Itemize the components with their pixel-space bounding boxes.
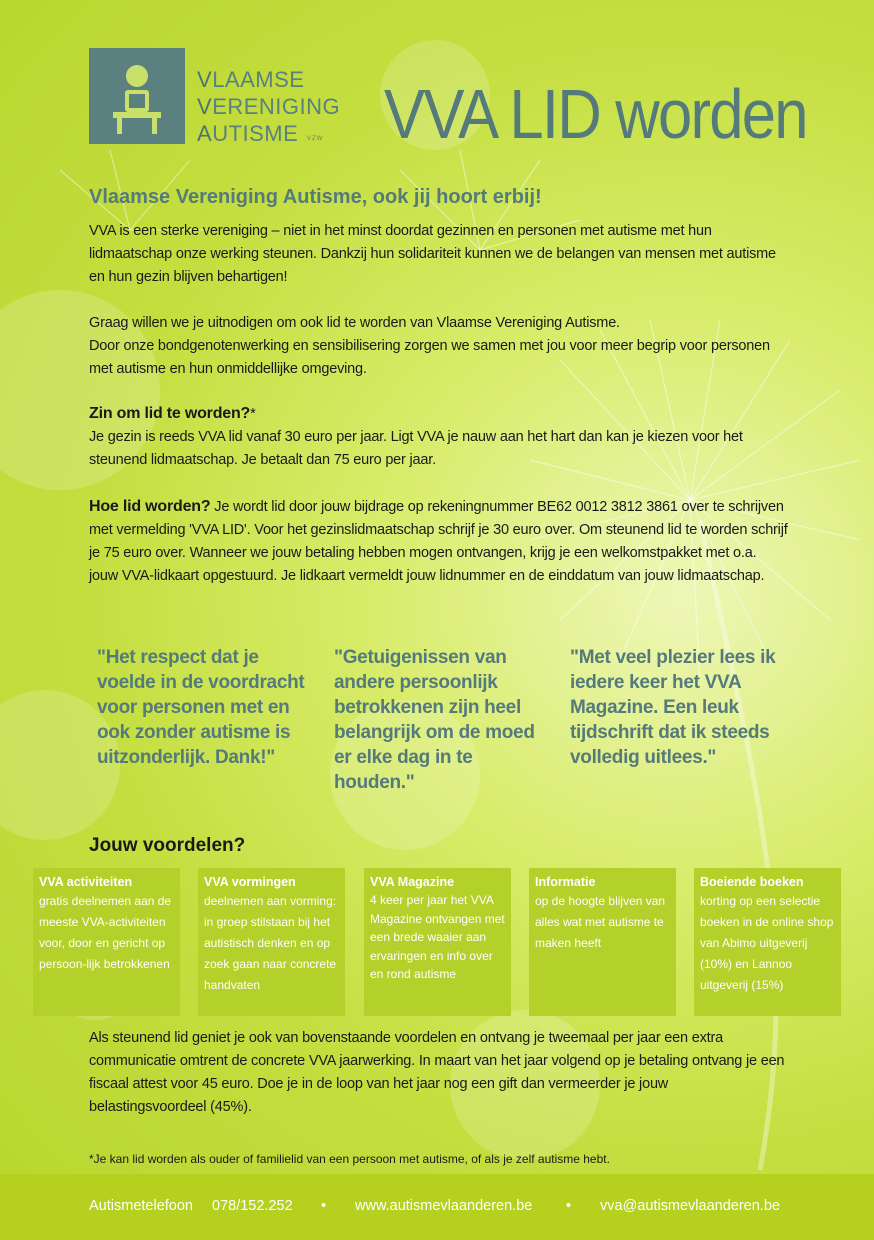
footer-phone-label: Autismetelefoon <box>89 1198 193 1214</box>
logo-initial: V <box>197 94 213 119</box>
benefit-card-magazine <box>364 868 511 1016</box>
quote-2: "Getuigenissen van andere persoonlijk betrokkenen zijn heel belangrijk om de moed er elke dag in te houden." <box>334 647 535 793</box>
logo-initial: A <box>197 121 213 146</box>
footer-website-link[interactable]: www.autismevlaanderen.be <box>355 1198 533 1214</box>
zin-section <box>89 402 789 472</box>
hoe-section <box>89 495 789 588</box>
invite-line-2: Door onze bondgenotenwerking en sensibilisering zorgen we samen met jou voor meer begrip voor personen met autisme en hun onmiddellijke omgeving. <box>89 338 770 377</box>
benefit-card-title: VVA activiteiten <box>39 875 133 889</box>
logo-word: LAAMSE <box>212 67 305 92</box>
zin-asterisk: * <box>250 406 256 422</box>
zin-heading: Zin om lid te worden? <box>89 405 251 422</box>
invite-paragraph <box>89 312 789 381</box>
benefit-card-title: VVA Magazine <box>370 875 455 889</box>
benefit-card-body: 4 keer per jaar het VVA Magazine ontvangen met een brede waaier aan ervaringen en info over en rond autisme <box>370 893 505 981</box>
subtitle: Vlaamse Vereniging Autisme, ook jij hoort erbij! <box>89 186 542 208</box>
hoe-text: Je wordt lid door jouw bijdrage op rekeningnummer BE62 0012 3812 3861 over te schrijven met vermelding 'VVA LID'. Voor het gezinslidmaatschap schrijf je 30 euro over. Om steunend lid te worden schrijf je 75 euro over. Wanneer we jouw betaling hebben mogen ontvangen, krijg je een welkomstpakket met o.a. jouw VVA-lidkaart opgestuurd. Je lidkaart vermeldt jouw lidnummer en de einddatum van jouw lidmaatschap. <box>89 499 788 584</box>
quote-1: "Het respect dat je voelde in de voordracht voor personen met en ook zonder autisme is uitzonderlijk. Dank!" <box>97 647 305 768</box>
benefit-card-body: korting op een selectie boeken in de online shop van Abimo uitgeverij (10%) en Lannoo uitgeverij (15%) <box>700 894 834 992</box>
benefit-card-body: deelnemen aan vorming: in groep stilstaan bij het autistisch denken en op zoek gaan naar concrete handvaten <box>204 894 337 992</box>
logo-initial: V <box>197 67 213 92</box>
benefit-card-body: op de hoogte blijven van alles wat met autisme te maken heeft <box>535 894 666 950</box>
logo-mark <box>89 48 185 144</box>
steunend-paragraph: Als steunend lid geniet je ook van bovenstaande voordelen en ontvang je tweemaal per jaar een extra communicatie omtrent de concrete VVA jaarwerking. In maart van het jaar volgend op je betaling ontvang je een fiscaal attest voor 45 euro. Doe je in de loop van het jaar nog een gift dan vermeerder je jouw belastingsvoordeel (45%). <box>89 1030 785 1115</box>
logo-vzw: VZW <box>307 136 324 142</box>
intro-paragraph: VVA is een sterke vereniging – niet in het minst doordat gezinnen en personen met autisme met hun lidmaatschap onze werking steunen. Dankzij hun solidariteit kunnen we de belangen van mensen met autisme en hun gezin blijven behartigen! <box>89 223 776 285</box>
hoe-heading: Hoe lid worden? <box>89 498 211 515</box>
page-title: VVA LID worden <box>384 75 807 153</box>
logo-word: ERENIGING <box>212 94 341 119</box>
benefit-card-vormingen <box>198 868 345 1016</box>
vva-logo <box>89 48 359 144</box>
footnote: *Je kan lid worden als ouder of familielid van een persoon met autisme, of als je zelf autisme hebt. <box>89 1152 610 1166</box>
invite-line-1: Graag willen we je uitnodigen om ook lid te worden van Vlaamse Vereniging Autisme. <box>89 315 620 331</box>
person-chair-icon <box>89 48 185 144</box>
logo-word: UTISME <box>212 121 299 146</box>
footer-phone[interactable]: 078/152.252 <box>212 1198 293 1214</box>
benefit-card-activiteiten <box>33 868 180 1016</box>
footer-email-link[interactable]: vva@autismevlaanderen.be <box>600 1198 780 1214</box>
benefit-card-boeken <box>694 868 841 1016</box>
zin-text: Je gezin is reeds VVA lid vanaf 30 euro per jaar. Ligt VVA je nauw aan het hart dan kan je kiezen voor het steunend lidmaatschap. Je betaalt dan 75 euro per jaar. <box>89 429 743 468</box>
benefit-card-informatie <box>529 868 676 1016</box>
logo-wordmark <box>197 66 340 147</box>
benefit-card-title: Informatie <box>535 875 596 889</box>
footer-separator: • <box>566 1198 572 1214</box>
benefit-card-body: gratis deelnemen aan de meeste VVA-activiteiten voor, door en gericht op persoon-lijk betrokkenen <box>39 894 172 971</box>
benefits-heading: Jouw voordelen? <box>89 835 246 856</box>
benefit-card-title: VVA vormingen <box>204 875 296 889</box>
quote-3: "Met veel plezier lees ik iedere keer het VVA Magazine. Een leuk tijdschrift dat ik steeds volledig uitlees." <box>570 647 776 768</box>
footer <box>0 1174 874 1240</box>
benefit-card-title: Boeiende boeken <box>700 875 804 889</box>
footer-separator: • <box>321 1198 327 1214</box>
